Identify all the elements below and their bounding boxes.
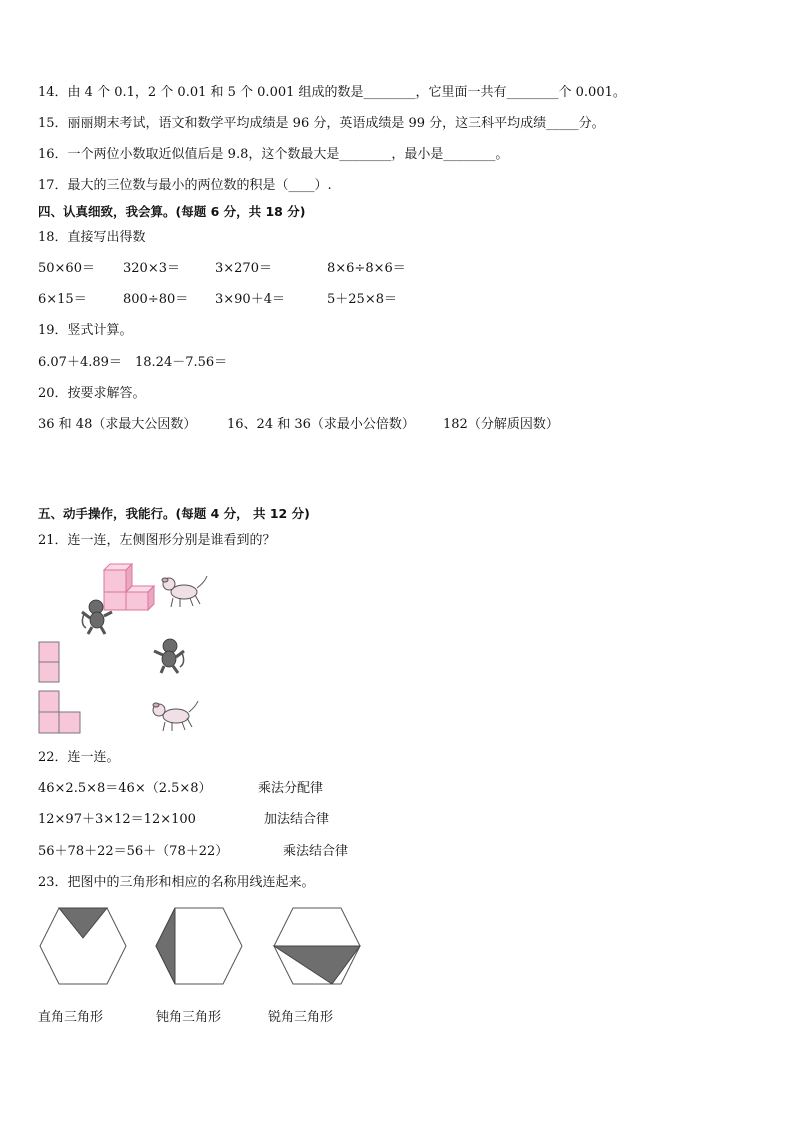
equation-item: 12×97＋3×12＝12×100 — [38, 812, 196, 827]
calc-item: 800÷80＝ — [123, 292, 189, 307]
dog-icon — [160, 574, 210, 610]
calc-item: 6×15＝ — [38, 292, 87, 307]
question-19-title: 19．竖式计算。 — [38, 323, 133, 338]
solve-item: 16、24 和 36（求最小公倍数） — [227, 417, 415, 432]
hexagon-figure-3 — [272, 906, 362, 986]
question-20-title: 20．按要求解答。 — [38, 386, 146, 401]
law-item: 乘法分配律 — [258, 781, 324, 796]
question-22-title: 22．连一连。 — [38, 750, 120, 765]
question-16: 16．一个两位小数取近似值后是 9.8，这个数最大是________，最小是________。 — [38, 147, 509, 162]
solve-item: 36 和 48（求最大公因数） — [38, 417, 197, 432]
question-18-title: 18．直接写出得数 — [38, 230, 146, 245]
question-14: 14．由 4 个 0.1，2 个 0.01 和 5 个 0.001 组成的数是________，它里面一共有________个 0.001。 — [38, 85, 626, 100]
calc-item: 8×6÷8×6＝ — [327, 261, 406, 276]
vertical-calc-item: 18.24－7.56＝ — [135, 355, 228, 370]
vertical-calc-item: 6.07＋4.89＝ — [38, 355, 122, 370]
hexagon-figure-2 — [154, 906, 244, 986]
question-21-title: 21．连一连，左侧图形分别是谁看到的？ — [38, 533, 276, 548]
question-17: 17．最大的三位数与最小的两位数的积是（____）. — [38, 178, 332, 193]
law-item: 加法结合律 — [264, 812, 330, 827]
calc-item: 320×3＝ — [123, 261, 180, 276]
hexagon-figure-1 — [38, 906, 128, 986]
triangle-label: 钝角三角形 — [156, 1010, 222, 1025]
solve-item: 182（分解质因数） — [443, 417, 559, 432]
view-shape-2 — [38, 690, 82, 734]
view-shape-1 — [38, 641, 60, 683]
question-23-title: 23．把图中的三角形和相应的名称用线连起来。 — [38, 875, 315, 890]
calc-item: 50×60＝ — [38, 261, 95, 276]
law-item: 乘法结合律 — [283, 844, 349, 859]
calc-item: 5＋25×8＝ — [327, 292, 397, 307]
calc-item: 3×90＋4＝ — [215, 292, 285, 307]
monkey-icon — [80, 598, 114, 636]
section-4-heading: 四、认真细致，我会算。(每题 6 分，共 18 分) — [38, 204, 306, 219]
section-5-heading: 五、动手操作，我能行。(每题 4 分， 共 12 分) — [38, 506, 310, 521]
question-15: 15．丽丽期末考试，语文和数学平均成绩是 96 分，英语成绩是 99 分，这三科平均成绩_____分。 — [38, 116, 605, 131]
dog-icon — [150, 698, 200, 734]
triangle-label: 锐角三角形 — [268, 1010, 334, 1025]
monkey-icon — [152, 637, 186, 675]
triangle-label: 直角三角形 — [38, 1010, 104, 1025]
equation-item: 46×2.5×8＝46×（2.5×8） — [38, 781, 212, 796]
equation-item: 56＋78＋22＝56＋（78＋22） — [38, 844, 229, 859]
calc-item: 3×270＝ — [215, 261, 272, 276]
